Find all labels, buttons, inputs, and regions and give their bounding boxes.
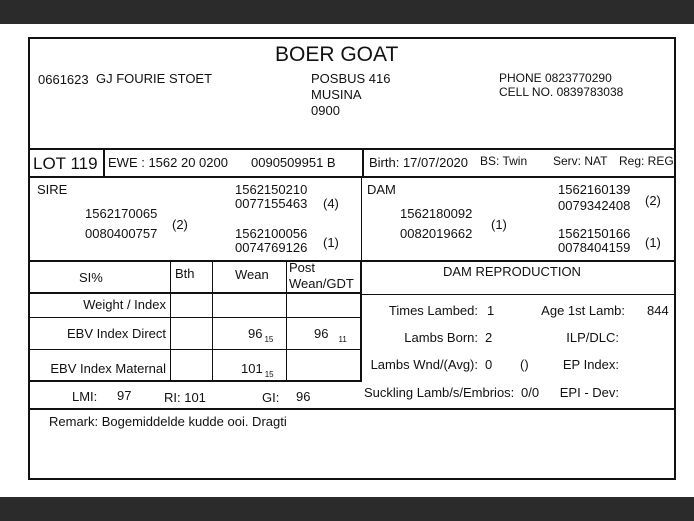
lmi-value: 97 xyxy=(117,388,132,403)
sire-mark: (2) xyxy=(172,217,188,232)
si-table-bottom-border xyxy=(28,380,362,382)
age-first-lamb-label: Age 1st Lamb: xyxy=(541,303,625,318)
si-row-1-border xyxy=(30,317,360,318)
remark: Remark: Bogemiddelde kudde ooi. Dragti xyxy=(49,414,287,429)
lambs-weaned-label: Lambs Wnd/(Avg): xyxy=(370,357,478,372)
cell-number: CELL NO. 0839783038 xyxy=(499,85,624,99)
epi-dev-label: EPI - Dev: xyxy=(559,385,619,400)
wean-column-divider xyxy=(212,262,213,380)
row-label-ebv-direct: EBV Index Direct xyxy=(67,326,166,341)
dam-sire-id-2: 0079342408 xyxy=(558,198,631,213)
pedigree-divider xyxy=(361,178,362,260)
ri-value: RI: 101 xyxy=(164,390,206,405)
si-header-bottom-border xyxy=(30,292,360,294)
address-line-3: 0900 xyxy=(311,103,340,118)
sire-dam-id-2: 0074769126 xyxy=(235,240,308,255)
index-row-bottom-border xyxy=(28,408,676,410)
page-title: BOER GOAT xyxy=(275,43,399,66)
ebv-direct-wean-value: 96 $_{15}$ xyxy=(248,326,274,344)
sire-dam-id-1: 1562100056 xyxy=(235,226,308,241)
post-column-divider xyxy=(286,262,287,380)
birth-divider xyxy=(362,150,364,176)
address-line-1: POSBUS 416 xyxy=(311,71,391,86)
pedigree-bottom-border xyxy=(28,260,676,262)
lmi-label: LMI: xyxy=(72,389,98,404)
dam-label: DAM xyxy=(367,182,396,197)
birth-date: Birth: 17/07/2020 xyxy=(369,155,469,170)
suckling-label: Suckling Lamb/s/Embrios: xyxy=(364,385,515,400)
post-header-line-1: Post xyxy=(289,260,316,275)
post-header-line-2: Wean/GDT xyxy=(289,276,354,291)
lambs-weaned-avg: () xyxy=(520,357,529,372)
ebv-direct-post-value: 96 $_{11}$ xyxy=(314,326,347,344)
dam-id-2: 0082019662 xyxy=(400,226,473,241)
age-first-lamb-value: 844 xyxy=(647,303,669,318)
wean-header: Wean xyxy=(235,267,269,282)
breeder-name: GJ FOURIE STOET xyxy=(96,71,213,86)
ep-index-label: EP Index: xyxy=(562,357,619,372)
registration: Reg: REG xyxy=(619,154,674,168)
bottom-dark-band xyxy=(0,497,694,521)
dam-sire-id-1: 1562160139 xyxy=(558,182,631,197)
gi-value: 96 xyxy=(296,389,311,404)
dam-dam-id-1: 1562150166 xyxy=(558,226,631,241)
dam-sire-mark: (2) xyxy=(645,193,661,208)
phone: PHONE 0823770290 xyxy=(499,71,612,85)
lambs-weaned-value: 0 xyxy=(485,357,493,372)
sire-label: SIRE xyxy=(37,182,68,197)
lot-number: LOT 119 xyxy=(33,154,98,173)
bth-header: Bth xyxy=(175,266,195,281)
bth-column-divider xyxy=(170,262,171,380)
sire-sire-mark: (4) xyxy=(323,196,339,211)
service-type: Serv: NAT xyxy=(553,154,608,168)
sire-dam-mark: (1) xyxy=(323,235,339,250)
dam-dam-mark: (1) xyxy=(645,235,661,250)
gi-label: GI: xyxy=(262,390,280,405)
row-label-weight-index: Weight / Index xyxy=(83,297,166,312)
birth-status: BS: Twin xyxy=(480,154,528,168)
dam-id-1: 1562180092 xyxy=(400,206,473,221)
sire-id-2: 0080400757 xyxy=(85,226,158,241)
lot-row-bottom-border xyxy=(28,176,676,178)
times-lambed-value: 1 xyxy=(487,303,495,318)
breeder-code: 0661623 xyxy=(38,72,89,87)
sire-sire-id-1: 1562150210 xyxy=(235,182,308,197)
sire-id-1: 1562170065 xyxy=(85,206,158,221)
dam-dam-id-2: 0078404159 xyxy=(558,240,631,255)
sire-sire-id-2: 0077155463 xyxy=(235,196,308,211)
suckling-value: 0/0 xyxy=(521,385,540,400)
ewe-id: 0090509951 B xyxy=(251,155,336,170)
si-row-2-border xyxy=(30,349,360,350)
ebv-maternal-wean-value: 101 $_{15}$ xyxy=(241,361,274,379)
dam-reproduction-header-border xyxy=(362,294,676,295)
dam-mark: (1) xyxy=(491,217,507,232)
ewe-number: EWE : 1562 20 0200 xyxy=(108,155,228,170)
lot-row-top-border xyxy=(28,148,676,150)
si-header: SI% xyxy=(79,270,103,285)
address-line-2: MUSINA xyxy=(311,87,362,102)
ilp-dlc-label: ILP/DLC: xyxy=(566,330,619,345)
row-label-ebv-maternal: EBV Index Maternal xyxy=(50,361,166,376)
lot-divider xyxy=(103,150,105,176)
lambs-born-value: 2 xyxy=(485,330,493,345)
dam-reproduction-title: DAM REPRODUCTION xyxy=(443,264,581,279)
lambs-born-label: Lambs Born: xyxy=(404,330,478,345)
top-dark-band xyxy=(0,0,694,24)
times-lambed-label: Times Lambed: xyxy=(388,303,478,318)
